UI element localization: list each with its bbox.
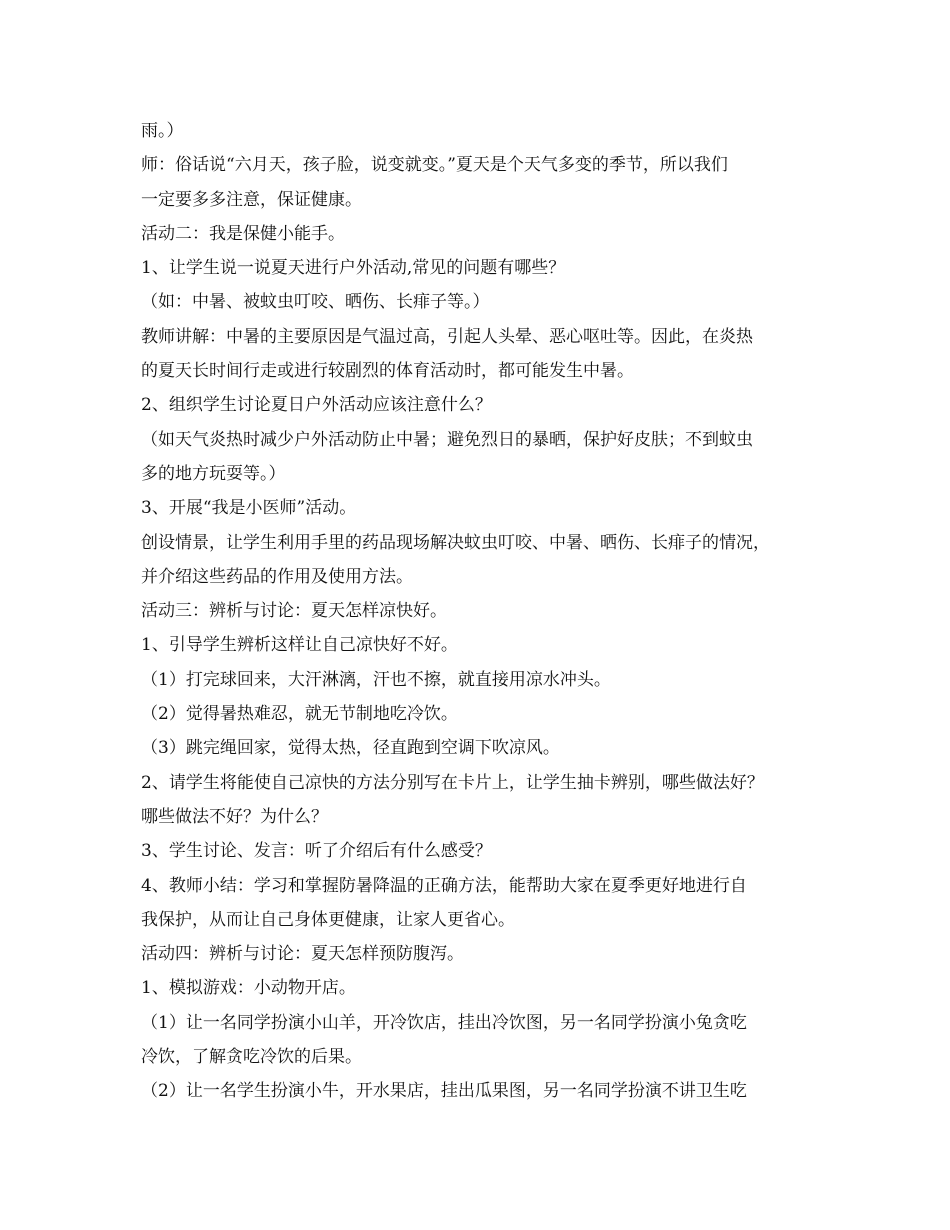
text-line: 哪些做法不好？为什么？: [141, 806, 328, 827]
text-line: （2）让一名学生扮演小牛，开水果店，挂出瓜果图，另一名同学扮演不讲卫生吃: [141, 1081, 747, 1102]
text-line: 师：俗话说“六月天，孩子脸，说变就变。”夏天是个天气多变的季节，所以我们: [141, 155, 728, 176]
text-line: 并介绍这些药品的作用及使用方法。: [141, 566, 413, 587]
text-line: 我保护，从而让自己身体更健康，让家人更省心。: [141, 909, 515, 930]
text-line: 3、学生讨论、发言：听了介绍后有什么感受？: [141, 841, 492, 862]
text-line: 4、教师小结：学习和掌握防暑降温的正确方法，能帮助大家在夏季更好地进行自: [141, 875, 747, 896]
text-line: （如天气炎热时减少户外活动防止中暑；避免烈日的暴晒，保护好皮肤；不到蚊虫: [141, 429, 753, 450]
text-line: （2）觉得暑热难忍，就无节制地吃冷饮。: [141, 704, 458, 725]
text-line: 3、开展“我是小医师”活动。: [141, 498, 357, 519]
section-heading: 活动三：辨析与讨论：夏天怎样凉快好。: [141, 601, 447, 622]
text-line: 冷饮，了解贪吃冷饮的后果。: [141, 1047, 362, 1068]
text-line: 创设情景，让学生利用手里的药品现场解决蚊虫叮咬、中暑、晒伤、长痱子的情况，: [141, 532, 770, 553]
text-line: 1、引导学生辨析这样让自己凉快好不好。: [141, 635, 458, 656]
text-line: 雨。）: [141, 121, 184, 141]
text-line: （如：中暑、被蚊虫叮咬、晒伤、长痱子等。）: [141, 292, 490, 313]
section-heading: 活动二：我是保健小能手。: [141, 223, 345, 244]
text-line: （1）打完球回来，大汗淋漓，汗也不擦，就直接用凉水冲头。: [141, 669, 611, 690]
text-line: 2、组织学生讨论夏日户外活动应该注意什么？: [141, 395, 492, 416]
text-line: 1、模拟游戏：小动物开店。: [141, 978, 356, 999]
section-heading: 活动四：辨析与讨论：夏天怎样预防腹泻。: [141, 944, 464, 965]
text-line: 教师讲解：中暑的主要原因是气温过高，引起人头晕、恶心呕吐等。因此，在炎热: [141, 326, 753, 347]
text-line: 的夏天长时间行走或进行较剧烈的体育活动时，都可能发生中暑。: [141, 361, 634, 382]
text-line: 多的地方玩耍等。）: [141, 463, 286, 484]
text-line: （1）让一名同学扮演小山羊，开冷饮店，挂出冷饮图，另一名同学扮演小兔贪吃: [141, 1012, 747, 1033]
document-body: [141, 114, 841, 1109]
text-line: （3）跳完绳回家，觉得太热，径直跑到空调下吹凉风。: [141, 738, 560, 759]
text-line: 一定要多多注意，保证健康。: [141, 189, 362, 210]
text-line: 1、让学生说一说夏天进行户外活动,常见的问题有哪些？: [141, 258, 566, 279]
text-line: 2、请学生将能使自己凉快的方法分别写在卡片上，让学生抽卡辨别，哪些做法好？: [141, 772, 764, 793]
